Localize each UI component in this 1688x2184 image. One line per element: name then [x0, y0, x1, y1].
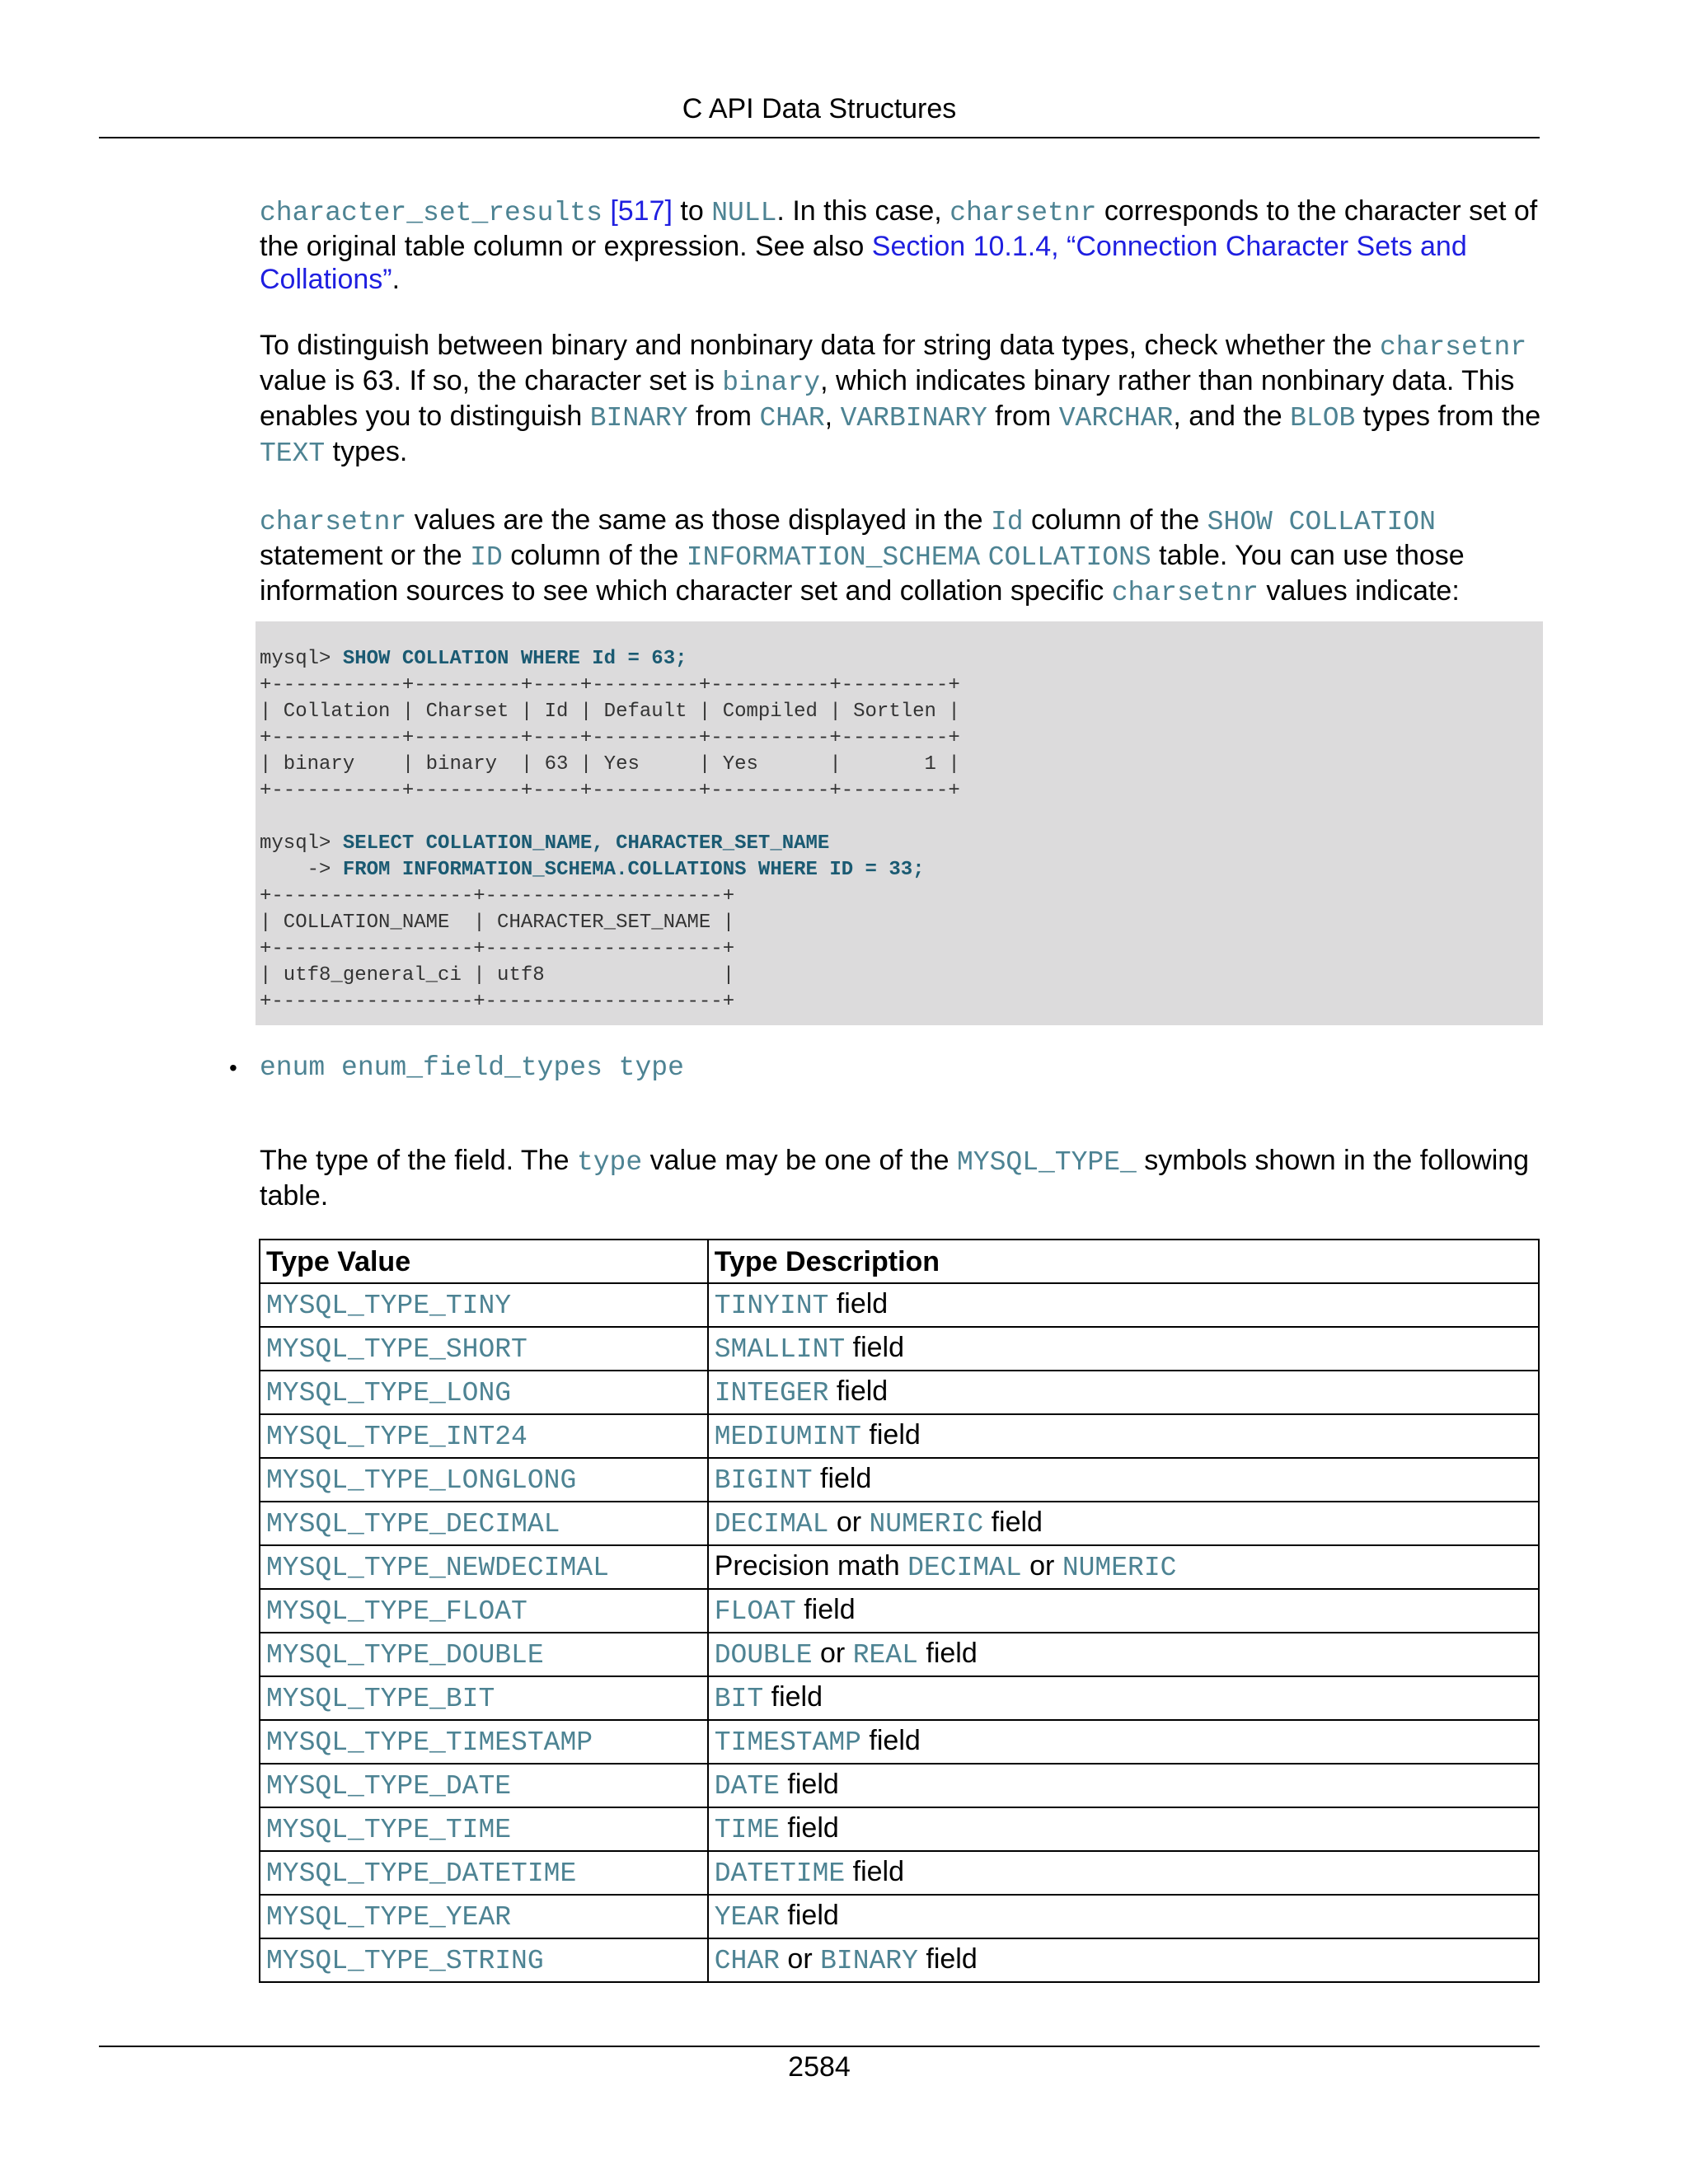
type-description-code: BIGINT [714, 1465, 813, 1496]
type-value-code: MYSQL_TYPE_STRING [266, 1946, 544, 1976]
type-description-cell [708, 1327, 1539, 1371]
table-row [260, 1589, 1539, 1633]
main-content [260, 194, 1541, 643]
type-description-text: field [779, 1900, 839, 1931]
table-row [260, 1895, 1539, 1938]
table-row [260, 1807, 1539, 1851]
code-charsetnr: charsetnr [1379, 332, 1527, 363]
type-description-cell [708, 1938, 1539, 1982]
type-value-cell [260, 1895, 708, 1938]
type-value-cell [260, 1633, 708, 1676]
text: value is 63. If so, the character set is [260, 365, 723, 396]
text: table. You can use those information sources to see which character set and collation specific [260, 540, 1465, 607]
code-show-collation: SHOW COLLATION [1207, 507, 1436, 537]
type-description-code: DATETIME [714, 1858, 846, 1889]
prompt: mysql> [260, 648, 343, 670]
type-description-text: Precision math [714, 1550, 908, 1582]
type-description-text: field [845, 1332, 905, 1363]
type-description-code: FLOAT [714, 1596, 796, 1627]
sql-command: SELECT COLLATION_NAME, CHARACTER_SET_NAME [342, 832, 830, 855]
type-description-cell [708, 1458, 1539, 1502]
type-description-text: field [845, 1856, 905, 1887]
code-type: type [576, 1147, 643, 1178]
type-description-code: TIMESTAMP [714, 1727, 861, 1758]
type-value-code: MYSQL_TYPE_BIT [266, 1684, 495, 1714]
result-table-collation-name: +-----------------+--------------------+ | COLLATION_NAME | CHARACTER_SET_NAME | +-----------------+--------------------+ | utf8_general_ci | utf8 | +-----------------+--------------------+ [260, 885, 735, 1013]
sql-command: FROM INFORMATION_SCHEMA.COLLATIONS WHERE ID = 33; [342, 859, 925, 881]
type-description-text: field [763, 1681, 823, 1713]
table-row [260, 1545, 1539, 1589]
table-row [260, 1502, 1539, 1545]
type-description-text: field [860, 1419, 921, 1451]
header-rule [99, 137, 1540, 138]
type-description-text: field [917, 1943, 978, 1975]
text: . In this case, [776, 195, 950, 227]
type-value-cell [260, 1807, 708, 1851]
paragraph-field-type [260, 1144, 1541, 1212]
text: . [392, 264, 401, 295]
code-example-block [256, 621, 1543, 1025]
type-value-cell [260, 1502, 708, 1545]
text: To distinguish between binary and nonbinary data for string data types, check whether the [260, 330, 1380, 361]
type-value-code: MYSQL_TYPE_SHORT [266, 1334, 528, 1365]
text: , [824, 401, 841, 432]
type-value-cell [260, 1851, 708, 1895]
type-value-cell [260, 1545, 708, 1589]
type-value-cell [260, 1371, 708, 1414]
type-description-code: NUMERIC [1062, 1553, 1177, 1583]
type-description-code: CHAR [714, 1946, 780, 1976]
code-information-schema: INFORMATION_SCHEMA [686, 542, 981, 573]
text: corresponds to the character set of the original table column or expression. See also [260, 195, 1538, 262]
type-description-text: field [828, 1288, 889, 1319]
prompt: mysql> [260, 832, 343, 855]
type-description-code: MEDIUMINT [714, 1422, 861, 1452]
page-number: 2584 [788, 2051, 851, 2083]
type-description-code: TINYINT [714, 1291, 829, 1321]
type-description-cell [708, 1545, 1539, 1589]
text [980, 540, 987, 571]
type-description-cell [708, 1895, 1539, 1938]
code-id-upper: ID [470, 542, 503, 573]
type-description-cell [708, 1502, 1539, 1545]
type-description-text: field [812, 1463, 872, 1494]
type-description-code: DOUBLE [714, 1640, 813, 1671]
type-description-code: BINARY [820, 1946, 918, 1976]
text: statement or the [260, 540, 471, 571]
type-description-cell [708, 1807, 1539, 1851]
table-row [260, 1851, 1539, 1895]
column-header-type-description: Type Description [708, 1240, 1539, 1283]
continuation-prompt: -> [260, 859, 343, 881]
table-row [260, 1720, 1539, 1764]
type-value-cell [260, 1938, 708, 1982]
code-id: Id [991, 507, 1024, 537]
type-description-code: SMALLINT [714, 1334, 846, 1365]
type-value-cell [260, 1764, 708, 1807]
text: from [987, 401, 1059, 432]
text: , which indicates binary rather than nonbinary data. This enables you to distinguish [260, 365, 1515, 432]
bullet-marker: • [229, 1055, 237, 1080]
text: The type of the field. The [260, 1145, 577, 1176]
type-value-cell [260, 1327, 708, 1371]
type-description-text: or [779, 1943, 821, 1975]
type-value-cell [260, 1676, 708, 1720]
text: , and the [1173, 401, 1291, 432]
paragraph-binary-distinction [260, 329, 1541, 471]
type-description-cell [708, 1283, 1539, 1327]
code-binary: binary [722, 368, 821, 398]
type-value-code: MYSQL_TYPE_TINY [266, 1291, 512, 1321]
type-description-code: DECIMAL [714, 1509, 829, 1540]
type-description-cell [708, 1589, 1539, 1633]
code-mysql-type-prefix: MYSQL_TYPE_ [956, 1147, 1137, 1178]
type-value-code: MYSQL_TYPE_LONGLONG [266, 1465, 577, 1496]
table-row [260, 1327, 1539, 1371]
type-description-cell [708, 1720, 1539, 1764]
result-table-collation: +-----------+---------+----+---------+----------+---------+ | Collation | Charset | Id | Default | Compiled | Sortlen | +-----------+---------+----+---------+----------+---------+ | binary | binary | 63 | Yes | Yes | 1 | +-----------+---------+----+---------+----------+---------+ [260, 674, 960, 802]
type-description-text: or [828, 1507, 870, 1538]
table-row [260, 1458, 1539, 1502]
type-description-text: field [983, 1507, 1043, 1538]
footer-rule [99, 2046, 1540, 2047]
table-row [260, 1764, 1539, 1807]
code-blob: BLOB [1290, 403, 1356, 434]
code-character-set-results: character_set_results [260, 198, 603, 228]
table-row [260, 1633, 1539, 1676]
code-null: NULL [711, 198, 777, 228]
type-description-text: field [860, 1725, 921, 1756]
type-value-code: MYSQL_TYPE_NEWDECIMAL [266, 1553, 609, 1583]
type-description-text: field [779, 1812, 839, 1844]
text: symbols shown in the following table. [260, 1145, 1530, 1212]
code-char: CHAR [759, 403, 825, 434]
type-description-code: REAL [852, 1640, 918, 1671]
type-description-cell [708, 1371, 1539, 1414]
type-description-cell [708, 1676, 1539, 1720]
table-row [260, 1371, 1539, 1414]
code-charsetnr: charsetnr [950, 198, 1097, 228]
type-description-cell [708, 1633, 1539, 1676]
sql-command: SHOW COLLATION WHERE Id = 63; [342, 648, 687, 670]
type-value-code: MYSQL_TYPE_INT24 [266, 1422, 528, 1452]
code-binary-type: BINARY [589, 403, 688, 434]
type-value-code: MYSQL_TYPE_DECIMAL [266, 1509, 560, 1540]
type-description-text: or [1021, 1550, 1062, 1582]
type-description-text: field [795, 1594, 856, 1625]
type-value-code: MYSQL_TYPE_LONG [266, 1378, 512, 1408]
code-charsetnr: charsetnr [1111, 578, 1259, 608]
field-types-table [259, 1239, 1540, 1983]
text: from [687, 401, 760, 432]
code-listing [260, 646, 1543, 1015]
type-description-code: INTEGER [714, 1378, 829, 1408]
text: column of the [502, 540, 687, 571]
code-enum-field-types: enum enum_field_types type [260, 1052, 684, 1083]
type-description-cell [708, 1764, 1539, 1807]
type-value-cell [260, 1589, 708, 1633]
type-description-code: NUMERIC [869, 1509, 984, 1540]
type-description-text: field [828, 1376, 889, 1407]
type-value-code: MYSQL_TYPE_DATETIME [266, 1858, 577, 1889]
table-row [260, 1676, 1539, 1720]
text: value may be one of the [642, 1145, 957, 1176]
type-value-code: MYSQL_TYPE_FLOAT [266, 1596, 528, 1627]
type-value-cell [260, 1414, 708, 1458]
type-description-cell [708, 1414, 1539, 1458]
type-description-cell [708, 1851, 1539, 1895]
reference-link-517[interactable]: [517] [610, 195, 673, 227]
text: values are the same as those displayed in the [406, 504, 991, 536]
table-row [260, 1938, 1539, 1982]
type-value-code: MYSQL_TYPE_TIMESTAMP [266, 1727, 593, 1758]
type-description-text: field [917, 1638, 978, 1669]
type-description-text: field [779, 1769, 839, 1800]
code-varbinary: VARBINARY [840, 403, 987, 434]
text: types from the [1355, 401, 1541, 432]
paragraph-charset-results [260, 194, 1541, 296]
text: column of the [1023, 504, 1207, 536]
type-description-code: BIT [714, 1684, 764, 1714]
type-value-code: MYSQL_TYPE_TIME [266, 1815, 512, 1845]
code-text: TEXT [260, 438, 326, 469]
column-header-type-value: Type Value [260, 1240, 708, 1283]
type-description-code: DECIMAL [907, 1553, 1022, 1583]
type-value-cell [260, 1458, 708, 1502]
code-collations: COLLATIONS [987, 542, 1151, 573]
type-value-cell [260, 1283, 708, 1327]
table-header-row [260, 1240, 1539, 1283]
type-description-code: DATE [714, 1771, 780, 1802]
code-charsetnr: charsetnr [260, 507, 407, 537]
paragraph-charsetnr-values [260, 504, 1541, 610]
type-value-code: MYSQL_TYPE_YEAR [266, 1902, 512, 1933]
type-value-cell [260, 1720, 708, 1764]
text: types. [325, 436, 408, 467]
table-body [260, 1283, 1539, 1982]
table-row [260, 1283, 1539, 1327]
type-description-code: YEAR [714, 1902, 780, 1933]
type-description-text: or [812, 1638, 853, 1669]
type-value-code: MYSQL_TYPE_DATE [266, 1771, 512, 1802]
table-row [260, 1414, 1539, 1458]
type-description-code: TIME [714, 1815, 780, 1845]
text: values indicate: [1258, 575, 1460, 607]
type-value-code: MYSQL_TYPE_DOUBLE [266, 1640, 544, 1671]
section-link-connection-charsets[interactable]: Section 10.1.4, “Connection Character Sets and Collations” [260, 231, 1467, 295]
text: to [672, 195, 712, 227]
code-varchar: VARCHAR [1058, 403, 1174, 434]
page-header: C API Data Structures [682, 93, 957, 124]
